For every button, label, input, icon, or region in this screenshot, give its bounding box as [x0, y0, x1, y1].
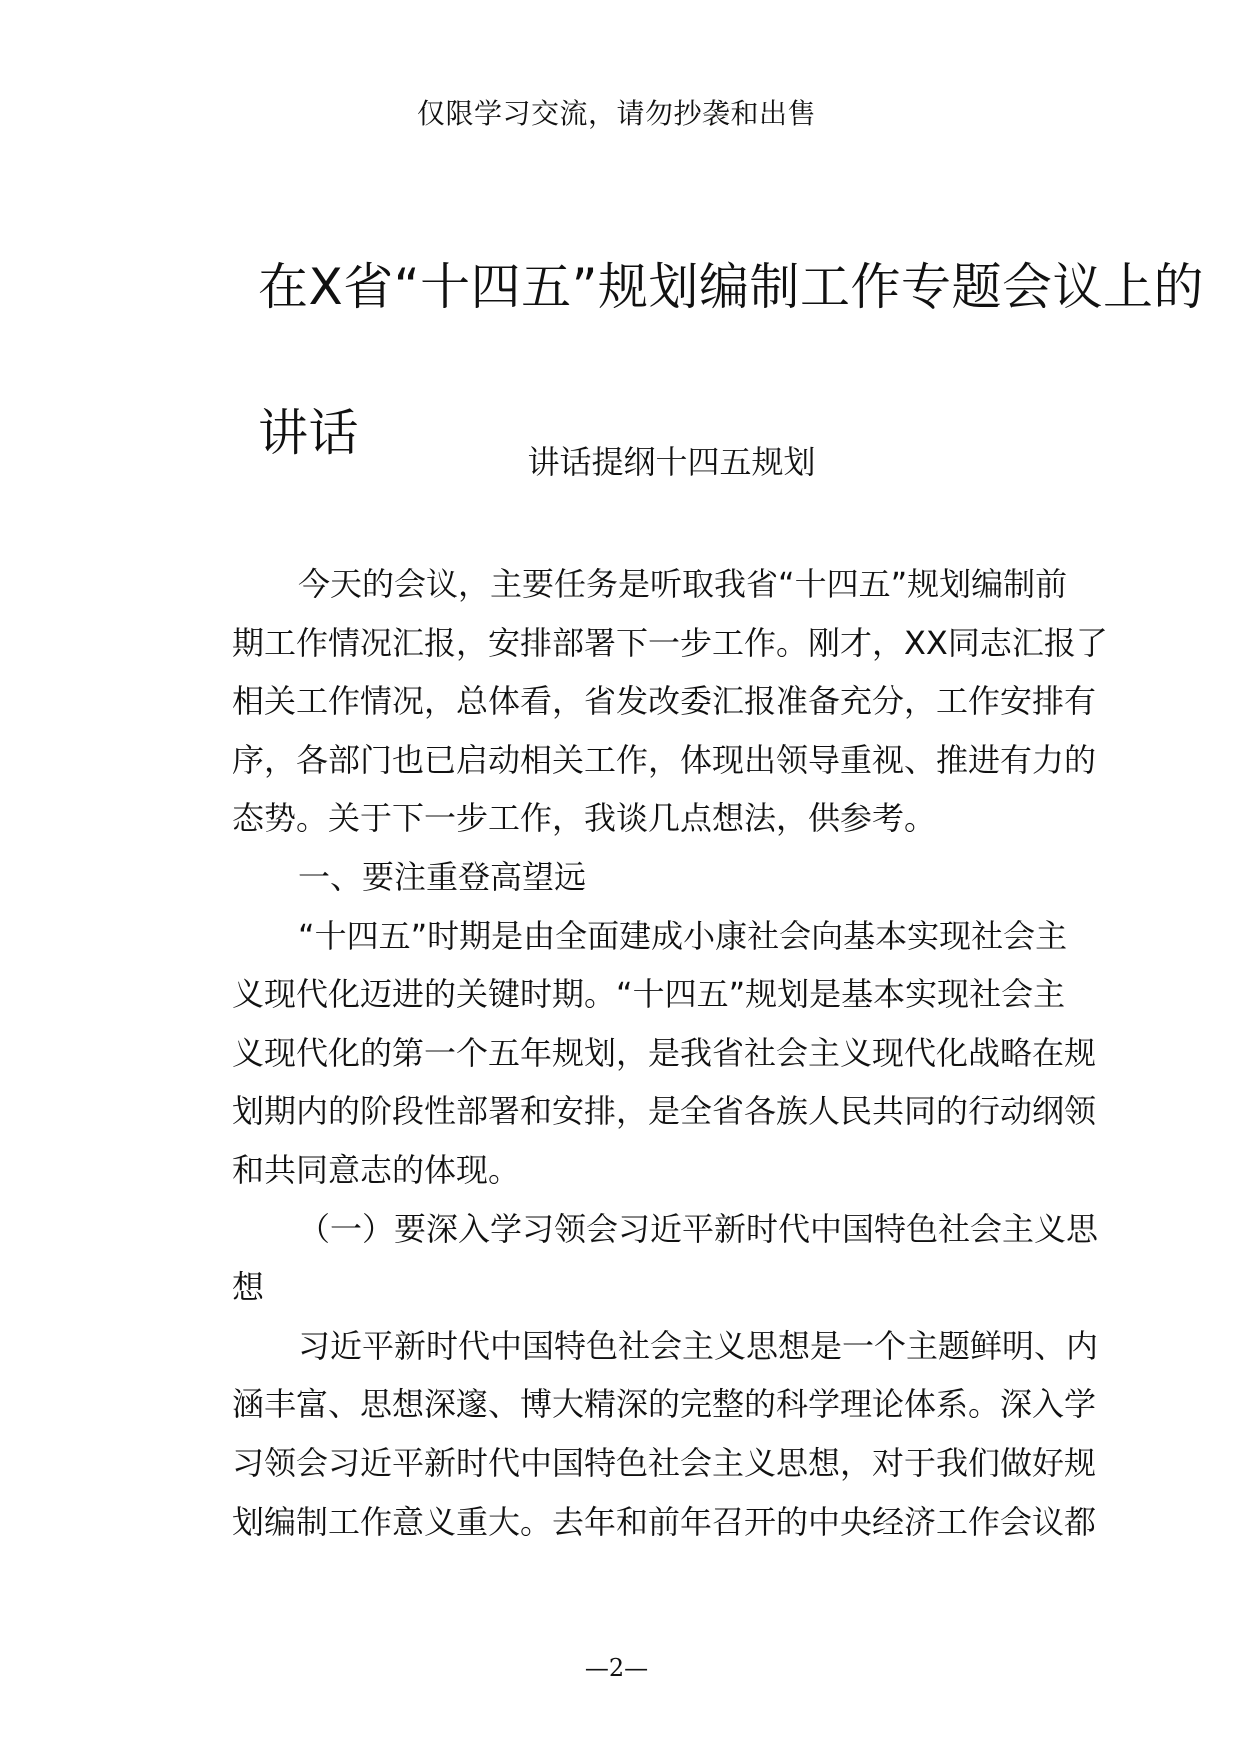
- paragraph-line: 习领会习近平新时代中国特色社会主义思想，对于我们做好规: [232, 1443, 1097, 1482]
- title-line-2: 讲话: [258, 404, 359, 462]
- section-heading: 一、要注重登高望远: [298, 857, 587, 896]
- paragraph-line: “十四五”时期是由全面建成小康社会向基本实现社会主: [298, 916, 1068, 955]
- paragraph-line: 义现代化的第一个五年规划，是我省社会主义现代化战略在规: [232, 1033, 1097, 1072]
- paragraph-line: 划期内的阶段性部署和安排，是全省各族人民共同的行动纲领: [232, 1092, 1097, 1131]
- paragraph-line: 期工作情况汇报，安排部署下一步工作。刚才，XX同志汇报了: [232, 623, 1108, 662]
- title-line-1: 在X省“十四五”规划编制工作专题会议上的: [258, 258, 1205, 316]
- paragraph-line: 今天的会议，主要任务是听取我省“十四五”规划编制前: [298, 565, 1068, 603]
- paragraph-line: 相关工作情况，总体看，省发改委汇报准备充分，工作安排有: [232, 682, 1097, 721]
- document-subtitle: 讲话提纲十四五规划: [527, 443, 816, 481]
- paragraph-line: 习近平新时代中国特色社会主义思想是一个主题鲜明、内: [298, 1326, 1099, 1365]
- paragraph-line: 序，各部门也已启动相关工作，体现出领导重视、推进有力的: [232, 740, 1097, 779]
- subsection-heading: 想: [232, 1268, 265, 1307]
- body-text: [232, 555, 1152, 1551]
- paragraph-line: 和共同意志的体现。: [232, 1150, 521, 1189]
- paragraph-line: 义现代化迈进的关键时期。“十四五”规划是基本实现社会主: [232, 975, 1066, 1014]
- paragraph-line: 态势。关于下一步工作，我谈几点想法，供参考。: [232, 799, 937, 838]
- header-note: 仅限学习交流，请勿抄袭和出售: [416, 97, 816, 130]
- subsection-heading: （一）要深入学习领会习近平新时代中国特色社会主义思: [298, 1209, 1099, 1248]
- paragraph-line: 涵丰富、思想深邃、博大精深的完整的科学理论体系。深入学: [232, 1385, 1097, 1424]
- paragraph-line: 划编制工作意义重大。去年和前年召开的中央经济工作会议都: [232, 1502, 1097, 1541]
- page-number: —2—: [584, 1654, 649, 1682]
